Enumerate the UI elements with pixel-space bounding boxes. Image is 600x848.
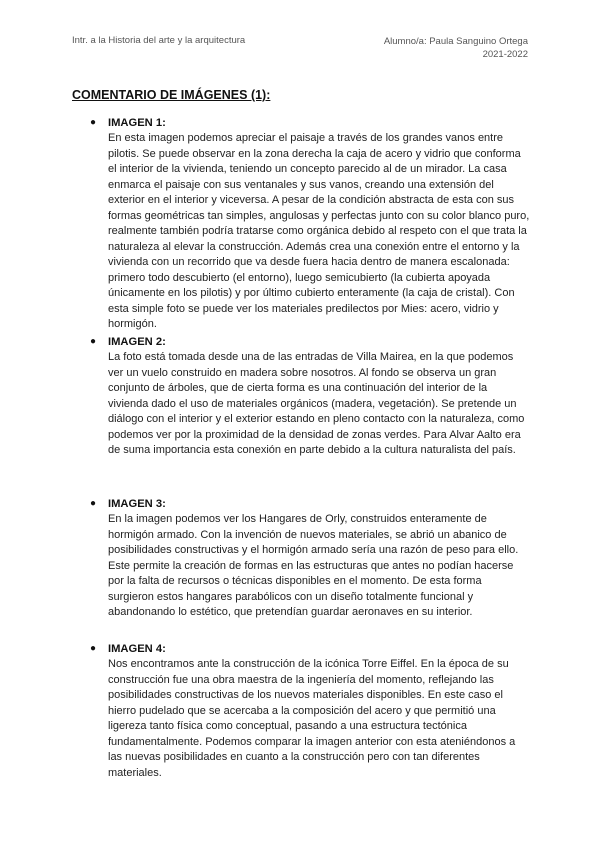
- bullet-icon: ●: [90, 498, 97, 509]
- section-text: La foto está tomada desde una de las entradas de Villa Mairea, en la que podemos ver un vuelo construido en madera sobre nosotros. Al fondo se observa un gran conjunto de árboles, que de cierta forma es una continuación del interior de la vivienda dado el uso de materiales orgánicos (madera, vegetación). Se pretende un diálogo con el interior y el exterior estando en pleno contacto con la naturaleza, como podemos ver por la proximidad de la densidad de zonas verdes. Para Alvar Aalto era de suma importancia esta conexión en parte debido a la cultura naturalista del país.: [108, 351, 525, 456]
- section-heading: IMAGEN 3:: [108, 498, 166, 510]
- section-text: Nos encontramos ante la construcción de la icónica Torre Eiffel. En la época de su construcción fue una obra maestra de la ingeniería del momento, reflejando las posibilidades constructivas de los nuevos materiales disponibles. En este caso el hierro pudelado que se acercaba a la composición del acero y que permitió una ligereza tanto física como conceptual, pasando a una estructura tectónica fundamentalmente. Podemos comparar la imagen anterior con esta ateniéndonos a las nuevas posibilidades en cuanto a la construcción pero con tan diferentes materiales.: [108, 658, 516, 779]
- section-imagen-2: [90, 335, 530, 459]
- section-heading: IMAGEN 1:: [108, 117, 166, 129]
- section-text: En la imagen podemos ver los Hangares de Orly, construidos enteramente de hormigón armado. Con la invención de nuevos materiales, se abrió un abanico de posibilidades constructivas y el hormigón armado sería una razón de peso para ello. Este permite la creación de formas en las estructuras que antes no podían hacerse por la falta de recursos o técnicas disponibles en el momento. De esta forma surgieron estos hangares parabólicos con un diseño totalmente funcional y abandonando lo estético, que pretendían guardar aeronaves en su interior.: [108, 513, 519, 618]
- header-course: Intr. a la Historia del arte y la arquitectura: [72, 35, 246, 46]
- section-text: En esta imagen podemos apreciar el paisaje a través de los grandes vanos entre pilotis. Se puede observar en la zona derecha la caja de acero y vidrio que conforma el interior de la vivienda, teniendo un concepto parecido al de un mirador. La casa enmarca el paisaje con sus ventanales y sus vanos, creando una extensión del exterior en el interior y viceversa. A pesar de la condición abstracta de esta con sus formas geométricas tan simples, angulosas y perfectas junto con su color blanco puro, realmente también podría tratarse como orgánica debido al respeto con el que trata la naturaleza al elevar la construcción. Además crea una conexión entre el entorno y la vivienda con un recorrido que va desde fuera hacia dentro de manera escalonada: primero todo descubierto (el entorno), luego semicubierto (la cubierta apoyada únicamente en los pilotis) y por último cubierto enteramente (la caja de cristal). Con esta simple foto se puede ver los materiales predilectos por Mies: acero, vidrio y hormigón.: [108, 132, 530, 330]
- section-imagen-4: [90, 642, 530, 781]
- section-imagen-1: [90, 116, 530, 333]
- bullet-icon: ●: [90, 117, 97, 128]
- header-student-info: [384, 35, 528, 61]
- header-student: Alumno/a: Paula Sanguino Ortega: [383, 36, 528, 47]
- section-heading: IMAGEN 4:: [108, 643, 166, 655]
- header-year: 2021-2022: [482, 49, 528, 60]
- section-imagen-3: [90, 497, 530, 621]
- section-heading: IMAGEN 2:: [108, 336, 166, 348]
- page-title: COMENTARIO DE IMÁGENES (1):: [72, 88, 271, 102]
- bullet-icon: ●: [90, 643, 97, 654]
- bullet-icon: ●: [90, 336, 97, 347]
